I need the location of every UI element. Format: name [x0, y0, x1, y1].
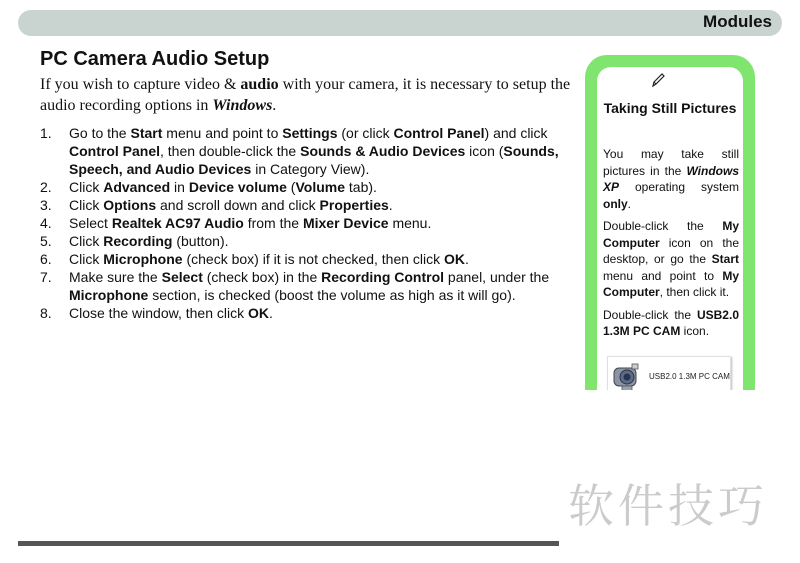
sidebar-paragraph: Double-click the USB2.0 1.3M PC CAM icon.: [603, 307, 739, 338]
step-number: 2.: [40, 179, 52, 195]
sidebar-title: Taking Still Pictures: [603, 100, 737, 116]
bottom-divider: [18, 541, 559, 546]
step-text: Click Recording (button).: [69, 233, 229, 249]
pencil-icon: [649, 71, 667, 89]
step-item: [40, 124, 575, 178]
page-title: PC Camera Audio Setup: [40, 48, 270, 70]
step-number: 6.: [40, 251, 52, 267]
sidebar-paragraph: Double-click the My Computer icon on the desktop, or go the Start menu and point to My Computer, then click it.: [603, 219, 739, 299]
step-item: [40, 232, 575, 250]
step-item: [40, 304, 575, 322]
step-number: 4.: [40, 215, 52, 231]
step-number: 7.: [40, 269, 52, 285]
camera-label: USB2.0 1.3M PC CAM: [649, 372, 730, 382]
step-item: [40, 178, 575, 196]
step-text: Click Microphone (check box) if it is not checked, then click OK.: [69, 251, 469, 267]
step-number: 1.: [40, 125, 52, 141]
step-item: [40, 250, 575, 268]
instruction-steps: [40, 124, 575, 322]
header-bar: [18, 10, 782, 36]
watermark: 软件技巧: [568, 479, 768, 533]
step-number: 8.: [40, 305, 52, 321]
step-item: [40, 196, 575, 214]
step-text: Make sure the Select (check box) in the Recording Control panel, under the Microphone section, is checked (boost the volume as high as it will go).: [69, 269, 550, 303]
step-item: [40, 214, 575, 232]
step-text: Go to the Start menu and point to Settings (or click Control Panel) and click Control Panel, then double-click the Sounds & Audio Devices icon (Sounds, Speech, and Audio Devices in Category View).: [69, 125, 559, 177]
sidebar-content: [597, 67, 743, 435]
section-title: Modules: [703, 12, 772, 31]
step-text: Close the window, then click OK.: [69, 305, 273, 321]
intro-paragraph: If you wish to capture video & audio with your camera, it is necessary to setup the audio recording options in Windows.: [40, 76, 571, 114]
step-text: Click Advanced in Device volume (Volume tab).: [69, 179, 377, 195]
step-text: Select Realtek AC97 Audio from the Mixer Device menu.: [69, 215, 432, 231]
sidebar-panel: [585, 55, 755, 435]
sidebar-paragraph: You may take still pictures in the Windows XP operating system only.: [603, 147, 739, 211]
step-number: 5.: [40, 233, 52, 249]
step-text: Click Options and scroll down and click Properties.: [69, 197, 393, 213]
step-item: [40, 268, 575, 304]
step-number: 3.: [40, 197, 52, 213]
